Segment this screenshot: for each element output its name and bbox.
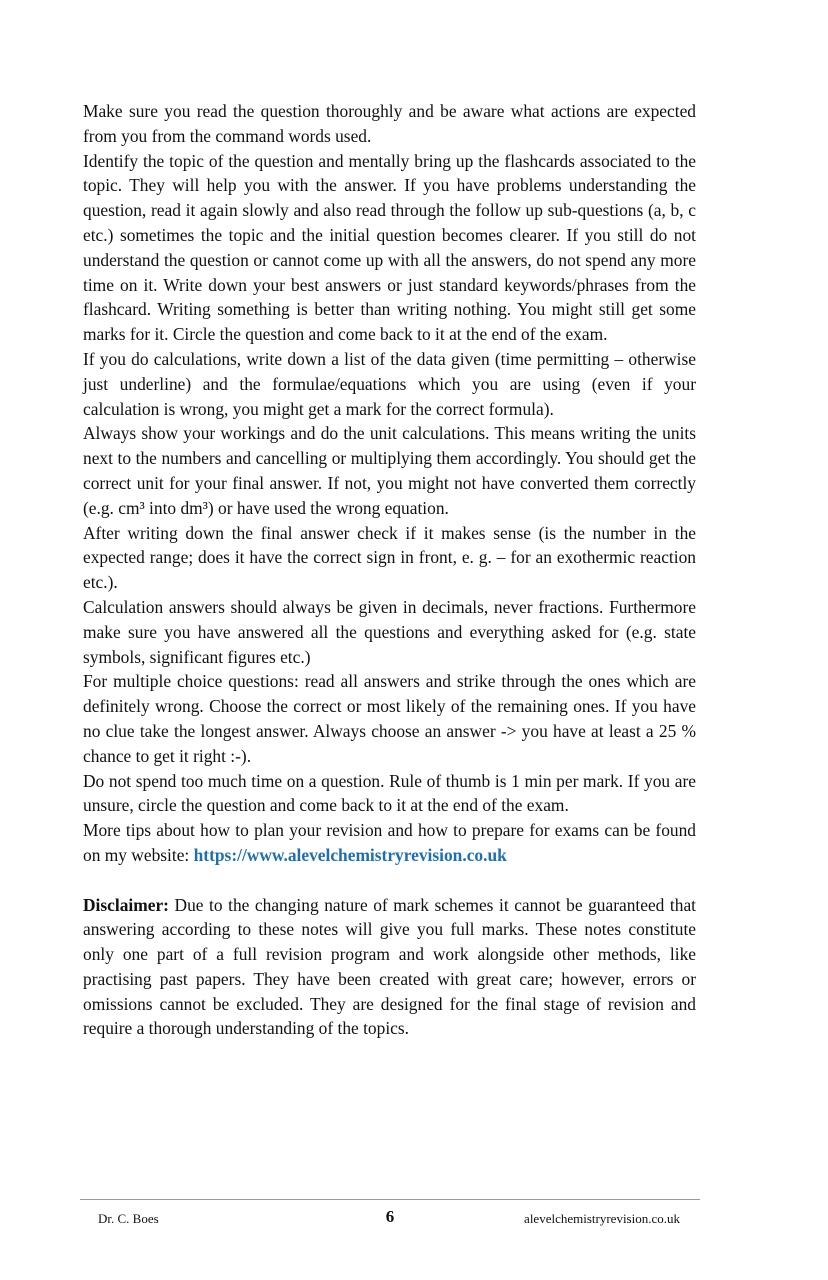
paragraph-time-per-mark: Do not spend too much time on a question. Rule of thumb is 1 min per mark. If you are unsure, circle the question and come back to it at the end of the exam. bbox=[83, 770, 696, 816]
paragraph-identify-topic: Identify the topic of the question and mentally bring up the flashcards associated to the topic. They will help you with the answer. If you have problems understanding the question, read it again slowly and also read through the follow up sub-questions (a, b, c etc.) sometimes the topic and the initial question becomes clearer. If you still do not understand the question or cannot come up with all the answers, do not spend any more time on it. Write down your best answers or just standard keywords/phrases from the flashcard. Writing something is better than writing nothing. You might still get some marks for it. Circle the question and come back to it at the end of the exam. bbox=[83, 150, 696, 345]
paragraph-show-workings: Always show your workings and do the unit calculations. This means writing the units next to the numbers and cancelling or multiplying them accordingly. You should get the correct unit for your final answer. If not, you might not have converted them correctly (e.g. cm³ into dm³) or have used the wrong equation. bbox=[83, 423, 696, 518]
document-body bbox=[83, 99, 696, 1041]
paragraph-command-words: Make sure you read the question thoroughly and be aware what actions are expected from you from the command words used. bbox=[83, 101, 696, 146]
paragraph-multiple-choice: For multiple choice questions: read all answers and strike through the ones which are definitely wrong. Choose the correct or most likely of the remaining ones. If you have no clue take the longest answer. Always choose an answer -> you have at least a 25 % chance to get it right :-). bbox=[83, 671, 696, 766]
footer-author: Dr. C. Boes bbox=[98, 1211, 159, 1226]
page-footer bbox=[80, 1207, 700, 1231]
disclaimer-paragraph bbox=[83, 893, 696, 1042]
footer-site: alevelchemistryrevision.co.uk bbox=[524, 1211, 680, 1226]
paragraph-decimals: Calculation answers should always be given in decimals, never fractions. Furthermore make sure you have answered all the questions and everything asked for (e.g. state symbols, significant figures etc.) bbox=[83, 596, 696, 667]
paragraph-website bbox=[83, 818, 696, 868]
paragraph-calculations: If you do calculations, write down a list of the data given (time permitting – otherwise just underline) and the formulae/equations which you are using (even if your calculation is wrong, you might get a mark for the correct formula). bbox=[83, 348, 696, 419]
page-number: 6 bbox=[385, 1207, 395, 1226]
footer-divider bbox=[80, 1199, 700, 1200]
paragraph-check-answer: After writing down the final answer check if it makes sense (is the number in the expected range; does it have the correct sign in front, e. g. – for an exothermic reaction etc.). bbox=[83, 522, 696, 593]
disclaimer-text: Due to the changing nature of mark schemes it cannot be guaranteed that answering according to these notes will give you full marks. These notes constitute only one part of a full revision program and work alongside other methods, like practising past papers. They have been created with great care; however, errors or omissions cannot be excluded. They are designed for the final stage of revision and require a thorough understanding of the topics. bbox=[83, 894, 696, 1039]
website-text: More tips about how to plan your revision and how to prepare for exams can be found on my website: bbox=[83, 820, 696, 865]
website-link[interactable]: https://www.alevelchemistryrevision.co.uk bbox=[193, 844, 507, 865]
disclaimer-label: Disclaimer: bbox=[83, 894, 169, 915]
